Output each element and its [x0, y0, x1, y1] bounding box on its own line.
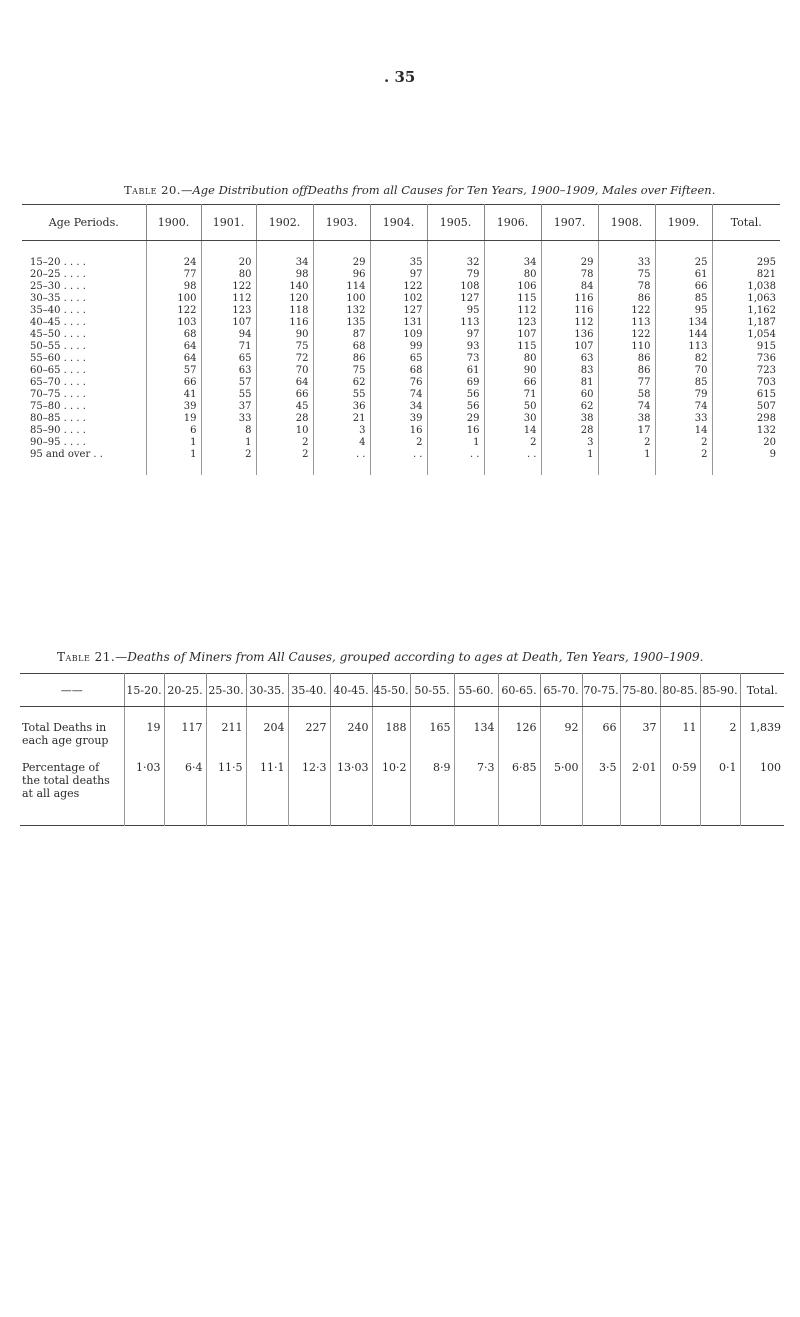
table-cell: 77	[146, 269, 201, 281]
table-cell: 109	[370, 329, 427, 341]
table-cell: 24	[146, 241, 201, 270]
table-cell: 34	[484, 241, 541, 270]
table-cell: 25	[655, 241, 712, 270]
page-number: . 35	[384, 68, 416, 86]
table-cell: 93	[427, 341, 484, 353]
column-header: Total.	[740, 674, 784, 707]
table-cell: 110	[598, 341, 655, 353]
table-cell: 115	[484, 341, 541, 353]
table-cell: 69	[427, 377, 484, 389]
table-row	[22, 293, 780, 305]
table-cell: 3·5	[582, 761, 620, 826]
table-cell: 127	[427, 293, 484, 305]
table-cell: 63	[541, 353, 598, 365]
table-cell: 132	[756, 425, 776, 436]
table-cell: 6·85	[498, 761, 540, 826]
table-cell: 56	[427, 401, 484, 413]
table-cell: 83	[541, 365, 598, 377]
table-cell: 86	[598, 365, 655, 377]
table-cell: 188	[372, 707, 410, 762]
table-cell: . .	[313, 449, 370, 475]
table-cell: 1,839	[749, 721, 781, 734]
table-cell: 37	[620, 707, 660, 762]
table-row	[22, 377, 780, 389]
table-cell: 123	[484, 317, 541, 329]
table-cell: 68	[146, 329, 201, 341]
table-cell: 80	[484, 353, 541, 365]
table-cell: 112	[541, 317, 598, 329]
column-header: 1904.	[370, 205, 427, 241]
table-cell: 211	[206, 707, 246, 762]
table-cell: 113	[655, 341, 712, 353]
table-cell: 2·01	[620, 761, 660, 826]
table-cell: 1,038	[747, 281, 776, 292]
row-label: 55–60 . . . .	[22, 353, 146, 365]
table-21-title: —Deaths of Miners from All Causes, grouped according to ages at Death, Ten Years, 1900–1909.	[115, 650, 704, 664]
table-cell: 96	[313, 269, 370, 281]
column-header: Total.	[712, 205, 780, 241]
table-cell: 33	[598, 241, 655, 270]
table-21-label: Table 21.	[57, 650, 116, 664]
table-cell: 1	[427, 437, 484, 449]
table-cell: 98	[146, 281, 201, 293]
table-cell: 122	[201, 281, 256, 293]
table-cell: 227	[288, 707, 330, 762]
table-cell: 70	[256, 365, 313, 377]
table-cell: 114	[313, 281, 370, 293]
table-cell: 70	[655, 365, 712, 377]
table-cell: 113	[598, 317, 655, 329]
table-row	[22, 317, 780, 329]
table-cell: 71	[201, 341, 256, 353]
table-cell: 703	[756, 377, 776, 388]
column-header: 35-40.	[288, 674, 330, 707]
table-cell: 71	[484, 389, 541, 401]
table-cell: 136	[541, 329, 598, 341]
table-cell: 2	[256, 437, 313, 449]
row-label: 95 and over . .	[22, 449, 146, 475]
table-cell: 57	[201, 377, 256, 389]
table-cell: 126	[498, 707, 540, 762]
table-cell: 98	[256, 269, 313, 281]
table-cell: 34	[256, 241, 313, 270]
row-label: 25–30 . . . .	[22, 281, 146, 293]
table-cell: 55	[313, 389, 370, 401]
table-row	[22, 413, 780, 425]
table-cell: 38	[598, 413, 655, 425]
table-row	[22, 449, 780, 475]
table-cell: 2	[655, 449, 712, 475]
table-cell: 29	[541, 241, 598, 270]
table-cell: 3	[541, 437, 598, 449]
table-cell: 61	[655, 269, 712, 281]
table-cell: 29	[313, 241, 370, 270]
table-cell: 62	[541, 401, 598, 413]
column-header: 85-90.	[700, 674, 740, 707]
table-cell: 107	[201, 317, 256, 329]
column-header: 55-60.	[454, 674, 498, 707]
row-label: 65–70 . . . .	[22, 377, 146, 389]
table-cell: 2	[700, 707, 740, 762]
table-cell: 28	[256, 413, 313, 425]
table-cell: 116	[541, 305, 598, 317]
table-cell: 74	[655, 401, 712, 413]
table-cell: 97	[427, 329, 484, 341]
column-header: 1902.	[256, 205, 313, 241]
table-cell: 30	[484, 413, 541, 425]
table-21-caption	[57, 650, 703, 664]
table-cell: 58	[598, 389, 655, 401]
table-cell: 81	[541, 377, 598, 389]
table-row	[22, 281, 780, 293]
table-cell: 1	[146, 449, 201, 475]
table-cell: 1	[598, 449, 655, 475]
table-cell: . .	[484, 449, 541, 475]
table-cell: 1,162	[747, 305, 776, 316]
table-cell: . .	[427, 449, 484, 475]
table-cell: 39	[146, 401, 201, 413]
column-header: 1900.	[146, 205, 201, 241]
row-label: 40–45 . . . .	[22, 317, 146, 329]
table-cell: 79	[655, 389, 712, 401]
table-cell: 28	[541, 425, 598, 437]
row-label: 45–50 . . . .	[22, 329, 146, 341]
table-cell: 116	[256, 317, 313, 329]
table-cell: 33	[201, 413, 256, 425]
table-cell: 113	[427, 317, 484, 329]
table-cell: 86	[598, 353, 655, 365]
table-row	[22, 329, 780, 341]
table-cell: 123	[201, 305, 256, 317]
table-cell: 116	[541, 293, 598, 305]
table-cell: 615	[756, 389, 776, 400]
table-cell: 66	[484, 377, 541, 389]
table-cell: 65	[370, 353, 427, 365]
table-row	[20, 761, 784, 826]
table-cell: 122	[598, 329, 655, 341]
column-header: 1901.	[201, 205, 256, 241]
table-cell: 39	[370, 413, 427, 425]
table-cell: 37	[201, 401, 256, 413]
table-cell: 66	[655, 281, 712, 293]
table-row	[22, 365, 780, 377]
column-header: 70-75.	[582, 674, 620, 707]
row-label: Total Deaths in each age group	[20, 707, 124, 762]
table-cell: 76	[370, 377, 427, 389]
table-cell: 7·3	[454, 761, 498, 826]
table-cell: 1·03	[124, 761, 164, 826]
table-cell: 144	[655, 329, 712, 341]
table-row	[22, 425, 780, 437]
table-cell: 41	[146, 389, 201, 401]
table-cell: 68	[370, 365, 427, 377]
row-label: 20–25 . . . .	[22, 269, 146, 281]
table-cell: 240	[330, 707, 372, 762]
table-cell: 5·00	[540, 761, 582, 826]
table-cell: 1	[201, 437, 256, 449]
table-cell: 80	[484, 269, 541, 281]
table-cell: 32	[427, 241, 484, 270]
table-cell: 64	[256, 377, 313, 389]
table-20-caption	[124, 183, 715, 197]
table-cell: 1,063	[747, 293, 776, 304]
table-cell: 117	[164, 707, 206, 762]
row-label: 70–75 . . . .	[22, 389, 146, 401]
table-cell: 134	[454, 707, 498, 762]
table-21-header-row	[20, 674, 784, 707]
table-cell: . .	[370, 449, 427, 475]
table-20-title: —Age Distribution ofƒDeaths from all Causes for Ten Years, 1900–1909, Males over Fifteen.	[180, 183, 716, 197]
table-cell: 57	[146, 365, 201, 377]
table-cell: 29	[427, 413, 484, 425]
table-cell: 64	[146, 353, 201, 365]
column-header: 80-85.	[660, 674, 700, 707]
table-cell: 19	[124, 707, 164, 762]
table-cell: 132	[313, 305, 370, 317]
table-cell: 118	[256, 305, 313, 317]
table-cell: 17	[598, 425, 655, 437]
table-cell: 33	[655, 413, 712, 425]
table-cell: 94	[201, 329, 256, 341]
table-cell: 64	[146, 341, 201, 353]
table-cell: 108	[427, 281, 484, 293]
table-cell: 60	[541, 389, 598, 401]
table-cell: 134	[655, 317, 712, 329]
table-cell: 99	[370, 341, 427, 353]
table-20-header-row	[22, 205, 780, 241]
table-cell: 45	[256, 401, 313, 413]
table-cell: 73	[427, 353, 484, 365]
column-header: 1909.	[655, 205, 712, 241]
column-header: 1905.	[427, 205, 484, 241]
table-cell: 120	[256, 293, 313, 305]
table-21	[20, 673, 784, 826]
table-cell: 736	[756, 353, 776, 364]
table-cell: 2	[256, 449, 313, 475]
column-header: 45-50.	[372, 674, 410, 707]
row-label: 80–85 . . . .	[22, 413, 146, 425]
table-cell: 100	[313, 293, 370, 305]
table-cell: 1	[541, 449, 598, 475]
table-cell: 122	[370, 281, 427, 293]
table-cell: 72	[256, 353, 313, 365]
table-cell: 2	[598, 437, 655, 449]
table-cell: 95	[427, 305, 484, 317]
column-header: 1908.	[598, 205, 655, 241]
table-cell: 102	[370, 293, 427, 305]
table-cell: 915	[756, 341, 776, 352]
column-header: 15-20.	[124, 674, 164, 707]
table-row	[22, 305, 780, 317]
table-cell: 75	[256, 341, 313, 353]
table-row	[22, 241, 780, 270]
table-cell: 1,054	[747, 329, 776, 340]
table-cell: 92	[540, 707, 582, 762]
table-cell: 14	[655, 425, 712, 437]
column-header: 1907.	[541, 205, 598, 241]
table-cell: 10	[256, 425, 313, 437]
table-row	[22, 437, 780, 449]
table-cell: 4	[313, 437, 370, 449]
table-cell: 13·03	[330, 761, 372, 826]
table-cell: 20	[201, 241, 256, 270]
table-cell: 0·59	[660, 761, 700, 826]
table-cell: 12·3	[288, 761, 330, 826]
table-cell: 204	[246, 707, 288, 762]
table-cell: 1	[146, 437, 201, 449]
table-cell: 8·9	[410, 761, 454, 826]
table-cell: 66	[256, 389, 313, 401]
table-cell: 38	[541, 413, 598, 425]
column-header: 25-30.	[206, 674, 246, 707]
table-cell: 77	[598, 377, 655, 389]
table-cell: 87	[313, 329, 370, 341]
table-cell: 78	[541, 269, 598, 281]
table-cell: 1,187	[747, 317, 776, 328]
table-cell: 56	[427, 389, 484, 401]
table-cell: 20	[763, 437, 776, 448]
table-cell: 74	[598, 401, 655, 413]
table-cell: 50	[484, 401, 541, 413]
table-cell: 86	[313, 353, 370, 365]
table-cell: 11	[660, 707, 700, 762]
table-cell: 90	[256, 329, 313, 341]
table-cell: 127	[370, 305, 427, 317]
table-cell: 66	[582, 707, 620, 762]
table-cell: 131	[370, 317, 427, 329]
table-cell: 140	[256, 281, 313, 293]
column-header: 75-80.	[620, 674, 660, 707]
row-label: 75–80 . . . .	[22, 401, 146, 413]
table-cell: 85	[655, 377, 712, 389]
column-header: 40-45.	[330, 674, 372, 707]
column-header: Age Periods.	[22, 205, 146, 241]
row-label: 30–35 . . . .	[22, 293, 146, 305]
table-cell: 36	[313, 401, 370, 413]
table-cell: 65	[201, 353, 256, 365]
table-row	[22, 389, 780, 401]
row-label: 90–95 . . . .	[22, 437, 146, 449]
table-cell: 115	[484, 293, 541, 305]
table-cell: 9	[769, 449, 776, 460]
column-header: 1906.	[484, 205, 541, 241]
table-row	[22, 353, 780, 365]
table-20	[22, 204, 780, 475]
table-cell: 2	[655, 437, 712, 449]
row-label: 35–40 . . . .	[22, 305, 146, 317]
table-row	[20, 707, 784, 762]
table-20-label: Table 20.	[124, 183, 181, 197]
table-cell: 90	[484, 365, 541, 377]
table-cell: 74	[370, 389, 427, 401]
table-cell: 100	[760, 761, 781, 774]
table-cell: 80	[201, 269, 256, 281]
table-cell: 16	[427, 425, 484, 437]
table-cell: 165	[410, 707, 454, 762]
table-cell: 122	[146, 305, 201, 317]
table-cell: 11·1	[246, 761, 288, 826]
table-cell: 122	[598, 305, 655, 317]
row-label: 15–20 . . . .	[22, 241, 146, 270]
table-cell: 135	[313, 317, 370, 329]
table-cell: 11·5	[206, 761, 246, 826]
table-cell: 66	[146, 377, 201, 389]
table-cell: 100	[146, 293, 201, 305]
table-cell: 821	[756, 269, 776, 280]
table-row	[22, 401, 780, 413]
row-label: 85–90 . . . .	[22, 425, 146, 437]
table-cell: 6·4	[164, 761, 206, 826]
table-cell: 2	[370, 437, 427, 449]
table-cell: 34	[370, 401, 427, 413]
table-cell: 107	[541, 341, 598, 353]
table-cell: 2	[484, 437, 541, 449]
table-cell: 84	[541, 281, 598, 293]
table-cell: 95	[655, 305, 712, 317]
table-cell: 0·1	[700, 761, 740, 826]
table-cell: 79	[427, 269, 484, 281]
table-cell: 75	[313, 365, 370, 377]
column-header: ——	[20, 674, 124, 707]
table-cell: 295	[756, 257, 776, 268]
column-header: 60-65.	[498, 674, 540, 707]
table-row	[22, 341, 780, 353]
column-header: 30-35.	[246, 674, 288, 707]
table-cell: 97	[370, 269, 427, 281]
table-cell: 62	[313, 377, 370, 389]
table-cell: 3	[313, 425, 370, 437]
table-cell: 507	[756, 401, 776, 412]
table-cell: 19	[146, 413, 201, 425]
table-cell: 61	[427, 365, 484, 377]
table-cell: 75	[598, 269, 655, 281]
table-cell: 298	[756, 413, 776, 424]
table-cell: 723	[756, 365, 776, 376]
column-header: 1903.	[313, 205, 370, 241]
row-label: 60–65 . . . .	[22, 365, 146, 377]
table-cell: 6	[146, 425, 201, 437]
table-cell: 2	[201, 449, 256, 475]
table-cell: 103	[146, 317, 201, 329]
table-cell: 106	[484, 281, 541, 293]
column-header: 50-55.	[410, 674, 454, 707]
table-row	[22, 269, 780, 281]
column-header: 20-25.	[164, 674, 206, 707]
row-label: Percentage of the total deaths at all ages	[20, 761, 124, 826]
table-cell: 21	[313, 413, 370, 425]
table-cell: 68	[313, 341, 370, 353]
table-cell: 55	[201, 389, 256, 401]
table-cell: 112	[484, 305, 541, 317]
table-cell: 8	[201, 425, 256, 437]
row-label: 50–55 . . . .	[22, 341, 146, 353]
table-cell: 78	[598, 281, 655, 293]
table-cell: 10·2	[372, 761, 410, 826]
table-cell: 107	[484, 329, 541, 341]
table-cell: 86	[598, 293, 655, 305]
column-header: 65-70.	[540, 674, 582, 707]
table-cell: 35	[370, 241, 427, 270]
table-cell: 82	[655, 353, 712, 365]
table-cell: 85	[655, 293, 712, 305]
table-cell: 16	[370, 425, 427, 437]
table-cell: 112	[201, 293, 256, 305]
table-cell: 63	[201, 365, 256, 377]
table-cell: 14	[484, 425, 541, 437]
